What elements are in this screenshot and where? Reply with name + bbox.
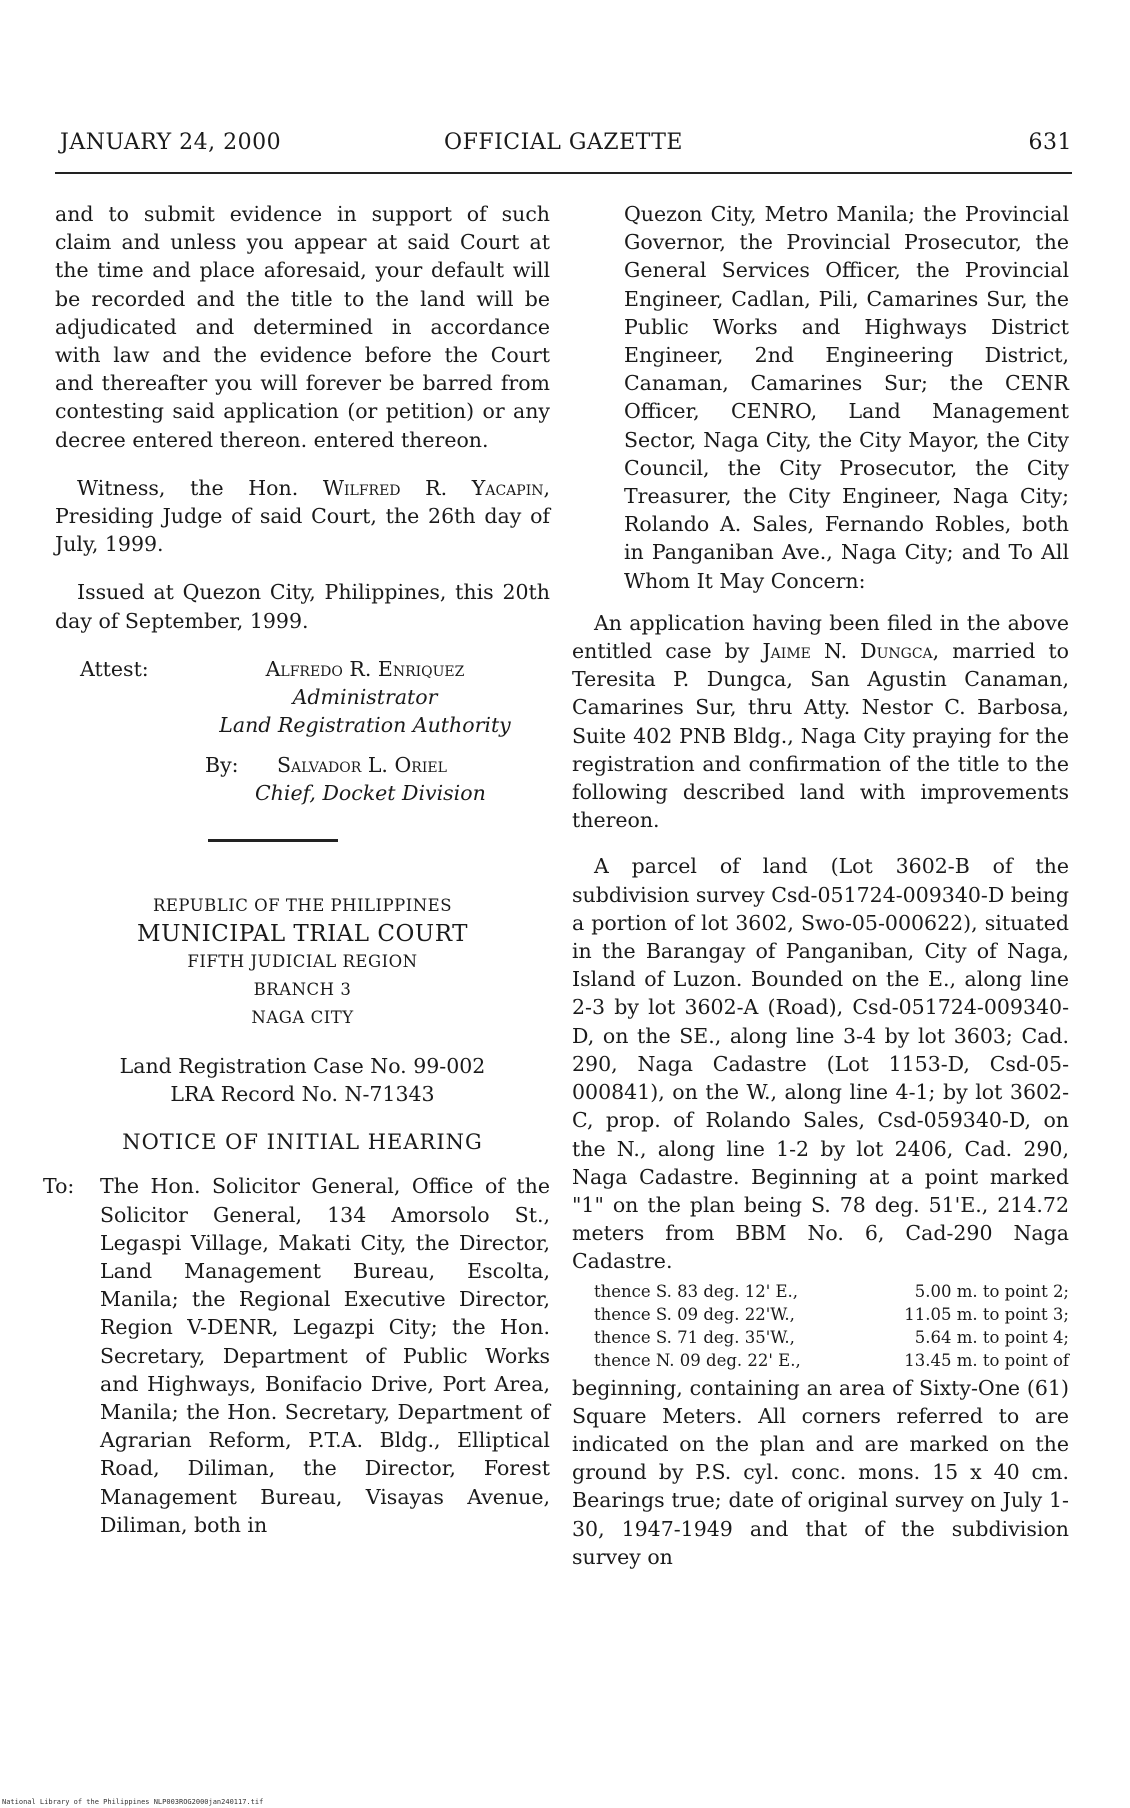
right-column xyxy=(572,200,1069,1571)
section-separator xyxy=(208,839,338,842)
witness-text: Witness, the Hon. xyxy=(77,475,323,500)
addressees-text: The Hon. Solicitor General, Office of the Solicitor General, 134 Amorsolo St., Legaspi Village, Makati City, the Director, Land Management Bureau, Escolta, Manila; the Regional Executive Director, Region V-DENR, Legazpi City; the Hon. Secretary, Department of Public Works and Highways, Bonifacio Drive, Port Area, Manila; the Hon. Secretary, Department of Agrarian Reform, P.T.A. Bldg., Elliptical Road, Diliman, the Director, Forest Management Bureau, Visayas Avenue, Diliman, both in xyxy=(100,1174,550,1537)
application-paragraph xyxy=(572,609,1069,835)
header-rule xyxy=(55,172,1072,174)
bearing-distance: 11.05 m. to point 3; xyxy=(904,1304,1069,1324)
parcel-description: A parcel of land (Lot 3602-B of the subdivision survey Csd-051724-009340-D being a portion of lot 3602, Swo-05-000622), situated in the Barangay of Panganiban, City of Naga, Island of Luzon. Bounded on the E., along line 2-3 by lot 3602-A (Road), Csd-051724-009340-D, on the SE., along line 3-4 by lot 3603; Cad. 290, Naga Cadastre (Lot 1153-D, Csd-05-000841), on the W., along line 4-1; by lot 3602-C, prop. of Rolando Sales, Csd-059340-D, on the N., along line 1-2 by lot 2406, Cad. 290, Naga Cadastre. Beginning at a point marked "1" on the plan being S. 78 deg. 51'E., 214.72 meters from BBM No. 6, Cad-290 Naga Cadastre. xyxy=(572,854,1069,1274)
case-info xyxy=(55,1052,550,1108)
attest-name: Alfredo R. Enriquez xyxy=(265,656,465,681)
bearing-row xyxy=(594,1303,1069,1326)
left-column xyxy=(43,200,551,1539)
bearing-direction: thence N. 09 deg. 22' E., xyxy=(594,1350,801,1370)
addressees-continuation: Quezon City, Metro Manila; the Provincial Governor, the Provincial Prosecutor, the General Services Officer, the Provincial Engineer, Cadlan, Pili, Camarines Sur, the Public Works and Highways District Engineer, 2nd Engineering District, Canaman, Camarines Sur; the CENR Officer, CENRO, Land Management Sector, Naga City, the City Mayor, the City Council, the City Prosecutor, the City Treasurer, the City Engineer, Naga City; Rolando A. Sales, Fernando Robles, both in Panganiban Ave., Naga City; and To All Whom It May Concern: xyxy=(624,202,1069,593)
bearing-row xyxy=(594,1280,1069,1303)
to-label: To: xyxy=(43,1174,75,1199)
scan-footer: National Library of the Philippines NLP003ROG2000jan240117.tif xyxy=(2,1798,264,1806)
bearing-distance: 5.00 m. to point 2; xyxy=(914,1281,1069,1301)
addressees-block xyxy=(43,1172,550,1539)
judge-name: Wilfred R. Yacapin xyxy=(322,475,544,500)
page-header xyxy=(55,130,1072,160)
bearing-distance: 13.45 m. to point of xyxy=(904,1350,1069,1370)
bearing-row xyxy=(594,1326,1069,1349)
parcel-closing: beginning, containing an area of Sixty-One (61) Square Meters. All corners referred to are indicated on the plan and are marked on the ground by P.S. cyl. conc. mons. 15 x 40 cm. Bearings true; date of original survey on July 1-30, 1947-1949 and that of the subdivision survey on xyxy=(572,1375,1069,1569)
witness-text-end: , Presiding Judge of said Court, the 26th day of July, 1999. xyxy=(55,475,551,557)
attest-agency: Land Registration Authority xyxy=(219,713,511,738)
attest-title: Administrator xyxy=(292,685,438,710)
applicant-name: Jaime N. Dungca xyxy=(762,639,933,664)
application-text-end: , married to Teresita P. Dungca, San Agustin Canaman, Camarines Sur, thru Atty. Nestor C. Barbosa, Suite 402 PNB Bldg., Naga City praying for the registration and confirmation of the title to the following described land with improvements thereon. xyxy=(572,639,1069,833)
bearing-direction: thence S. 83 deg. 12' E., xyxy=(594,1281,799,1301)
by-title: Chief, Docket Division xyxy=(255,780,486,805)
publication-title: OFFICIAL GAZETTE xyxy=(444,130,683,155)
application-text: An application having been filed in the above entitled case by xyxy=(572,610,1069,664)
by-name: Salvador L. Oriel xyxy=(277,752,447,777)
court-city: NAGA CITY xyxy=(251,1007,354,1027)
court-region: FIFTH JUDICIAL REGION xyxy=(187,951,418,971)
bearing-row xyxy=(594,1349,1069,1372)
court-branch: BRANCH 3 xyxy=(253,979,352,999)
page-number: 631 xyxy=(1028,130,1072,155)
attest-block xyxy=(55,655,550,741)
bearings-table xyxy=(594,1280,1069,1372)
bearing-direction: thence S. 09 deg. 22'W., xyxy=(594,1304,795,1324)
by-label: By: xyxy=(205,752,239,777)
bearing-direction: thence S. 71 deg. 35'W., xyxy=(594,1327,795,1347)
attest-signatory xyxy=(215,655,515,740)
case-number: Land Registration Case No. 99-002 xyxy=(119,1053,486,1078)
closing-paragraph: and to submit evidence in support of such claim and unless you appear at said Court at the time and place aforesaid, your default will be recorded and the title to the land will be adjudicated and determined in accordance with law and the evidence before the Court and thereafter you will forever be barred from contesting said application (or petition) or any decree entered thereon. entered thereon. xyxy=(55,202,550,452)
attest-label: Attest: xyxy=(80,656,149,681)
court-name: MUNICIPAL TRIAL COURT xyxy=(137,920,468,947)
lra-record: LRA Record No. N-71343 xyxy=(170,1082,435,1107)
issued-paragraph: Issued at Quezon City, Philippines, this 20th day of September, 1999. xyxy=(55,580,550,633)
by-block xyxy=(55,751,550,811)
court-republic: REPUBLIC OF THE PHILIPPINES xyxy=(152,895,453,915)
bearing-distance: 5.64 m. to point 4; xyxy=(914,1327,1069,1347)
witness-paragraph xyxy=(55,474,550,559)
notice-title: NOTICE OF INITIAL HEARING xyxy=(122,1130,483,1155)
court-heading xyxy=(55,892,550,1032)
issue-date: JANUARY 24, 2000 xyxy=(60,130,282,155)
